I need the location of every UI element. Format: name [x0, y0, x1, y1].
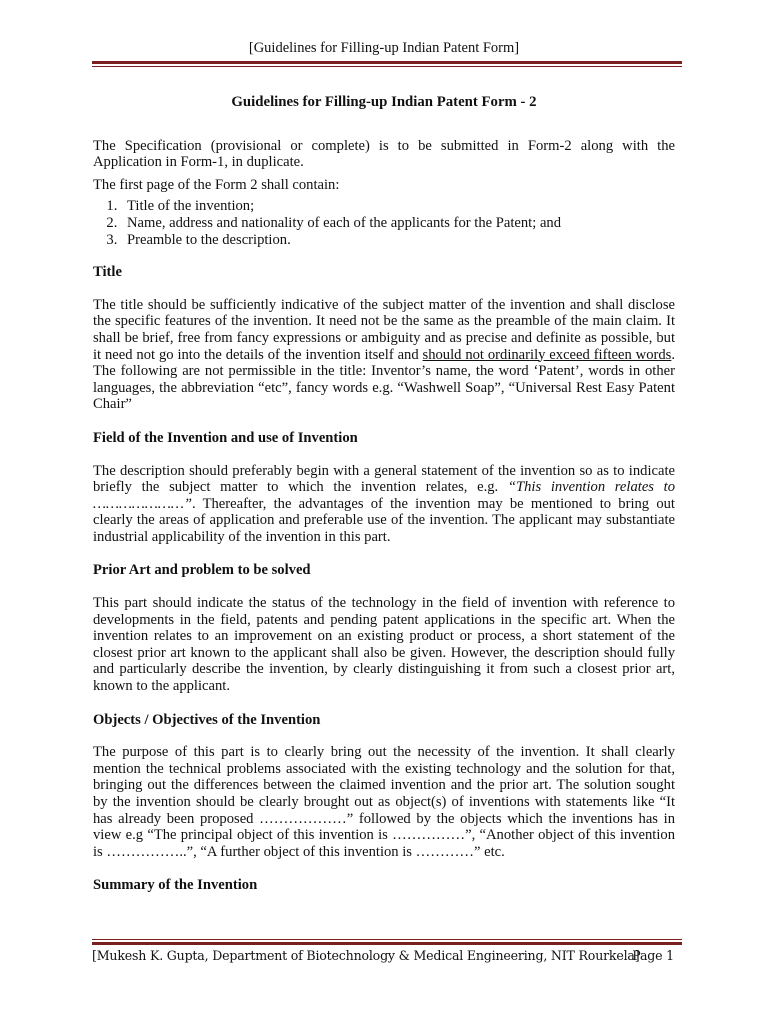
section-heading-objects: Objects / Objectives of the Invention	[93, 711, 321, 728]
section-heading-summary: Summary of the Invention	[93, 877, 258, 894]
footer-author: [Mukesh K. Gupta, Department of Biotechnology & Medical Engineering, NIT Rourkela]	[92, 948, 640, 963]
footer-rule-thin	[92, 939, 682, 940]
header-rule-thin	[92, 66, 682, 67]
first-page-lead: The first page of the Form 2 shall contain:	[93, 176, 340, 193]
title-paragraph	[93, 297, 675, 413]
field-paragraph	[93, 463, 675, 546]
document-body	[93, 94, 675, 910]
intro-paragraph: The Specification (provisional or complete) is to be submitted in Form-2 along with the Application in Form-1, in duplicate.	[93, 137, 675, 171]
field-text-italic: “This invention relates to …………………”	[93, 479, 675, 512]
section-heading-title: Title	[93, 264, 122, 281]
running-header: [Guidelines for Filling-up Indian Patent Form]	[248, 40, 520, 56]
title-text-after: . The following are not permissible in the title: Inventor’s name, the word ‘Patent’, words in other languages, the abbreviation “etc”, fancy words e.g. “Washwell Soap”, “Universal Rest Easy Patent Chair”	[93, 346, 675, 413]
document-title: Guidelines for Filling-up Indian Patent Form - 2	[231, 94, 537, 110]
prior-art-paragraph: This part should indicate the status of the technology in the field of invention with reference to developments in the field, patents and pending patent applications in the specific art. When the invention relates to an improvement on an existing product or process, a short statement of the closest prior art known to the applicant shall also be given. However, the description should fully and particularly describe the invention, by clearly distinguishing it from such a closest prior art, known to the applicant.	[93, 595, 675, 695]
section-heading-prior-art: Prior Art and problem to be solved	[93, 562, 311, 579]
header-rule-thick	[92, 61, 682, 64]
list-item: 2. Name, address and nationality of each of the applicants for the Patent; and	[121, 215, 675, 232]
first-page-list	[93, 198, 675, 248]
title-text-before: The title should be sufficiently indicative of the subject matter of the invention and shall disclose the specific features of the invention. It need not be the same as the preamble of the main claim. It shall be brief, free from fancy expressions or ambiguity and as precise and definite as possible, but it need not go into the details of the invention itself and	[93, 296, 675, 363]
page-number: Page 1	[632, 948, 674, 963]
list-item: 3. Preamble to the description.	[121, 232, 675, 249]
objects-paragraph: The purpose of this part is to clearly bring out the necessity of the invention. It shall clearly mention the technical problems associated with the existing technology and the solution for that, bringing out the differences between the claimed invention and the prior art. The solution sought by the invention should be clearly brought out as object(s) of inventions with statements like “It has already been proposed ………………” followed by the objects which the inventions has in view e.g “The principal object of this invention is ……………”, “Another object of this invention is ……………..”, “A further object of this invention is …………” etc.	[93, 744, 675, 860]
field-text-before: The description should preferably begin with a general statement of the invention so as to indicate briefly the subject matter to which the invention relates, e.g.	[93, 462, 675, 496]
section-heading-field: Field of the Invention and use of Invention	[93, 429, 358, 446]
footer-rule-thick	[92, 942, 682, 945]
field-text-after: . Thereafter, the advantages of the invention may be mentioned to bring out clearly the areas of application and preferable use of the invention. The applicant may substantiate industrial applicability of the invention in this part.	[93, 495, 675, 545]
title-text-underlined: should not ordinarily exceed fifteen words	[422, 346, 672, 363]
list-item: 1. Title of the invention;	[121, 198, 675, 215]
